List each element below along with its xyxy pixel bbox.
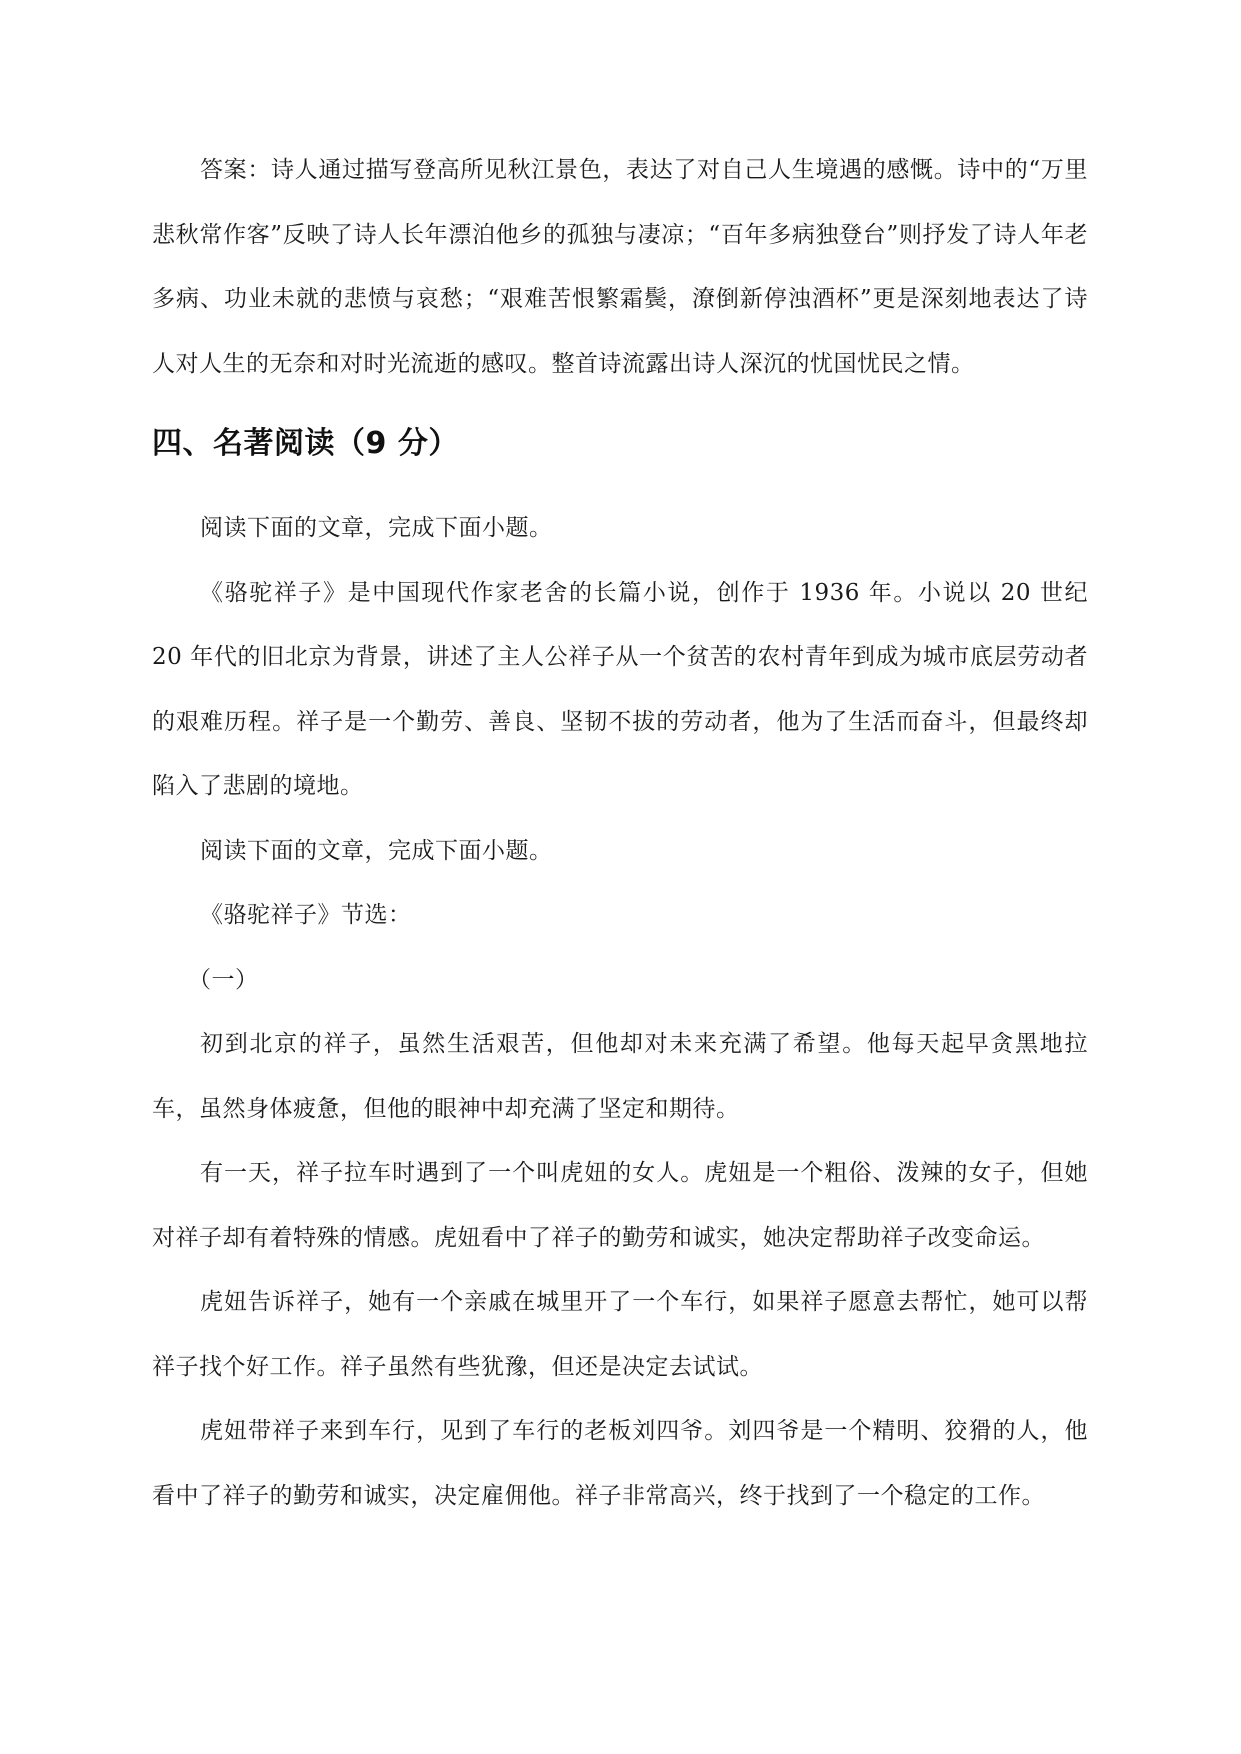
novel-introduction: 《骆驼祥子》是中国现代作家老舍的长篇小说，创作于 1936 年。小说以 20 世纪 20 年代的旧北京为背景，讲述了主人公祥子从一个贫苦的农村青年到成为城市底层劳动者的艰难历程。祥子是一个勤劳、善良、坚韧不拔的劳动者，他为了生活而奋斗，但最终却陷入了悲剧的境地。 [152,579,1088,799]
answer-paragraph: 答案：诗人通过描写登高所见秋江景色，表达了对自己人生境遇的感慨。诗中的“万里悲秋常作客”反映了诗人长年漂泊他乡的孤独与凄凉；“百年多病独登台”则抒发了诗人年老多病、功业未就的悲愤与哀愁；“艰难苦恨繁霜鬓，潦倒新停浊酒杯”更是深刻地表达了诗人对人生的无奈和对时光流逝的感叹。整首诗流露出诗人深沉的忧国忧民之情。 [152,157,1088,377]
reading-instruction: 阅读下面的文章，完成下面小题。 [200,515,553,541]
page-content [152,138,1088,1528]
excerpt-paragraph: 初到北京的祥子，虽然生活艰苦，但他却对未来充满了希望。他每天起早贪黑地拉车，虽然身体疲惫，但他的眼神中却充满了坚定和期待。 [152,1031,1088,1122]
excerpt-paragraph: 虎妞带祥子来到车行，见到了车行的老板刘四爷。刘四爷是一个精明、狡猾的人，他看中了祥子的勤劳和诚实，决定雇佣他。祥子非常高兴，终于找到了一个稳定的工作。 [152,1418,1088,1509]
section-heading: 四、名著阅读（9 分） [152,426,459,461]
reading-instruction: 阅读下面的文章，完成下面小题。 [200,837,553,864]
excerpt-paragraph: 虎妞告诉祥子，她有一个亲戚在城里开了一个车行，如果祥子愿意去帮忙，她可以帮祥子找个好工作。祥子虽然有些犹豫，但还是决定去试试。 [152,1289,1088,1380]
excerpt-paragraph: 有一天，祥子拉车时遇到了一个叫虎妞的女人。虎妞是一个粗俗、泼辣的女子，但她对祥子却有着特殊的情感。虎妞看中了祥子的勤劳和诚实，她决定帮助祥子改变命运。 [152,1160,1088,1251]
part-label: （一） [188,966,259,993]
excerpt-title: 《骆驼祥子》节选： [200,902,412,928]
